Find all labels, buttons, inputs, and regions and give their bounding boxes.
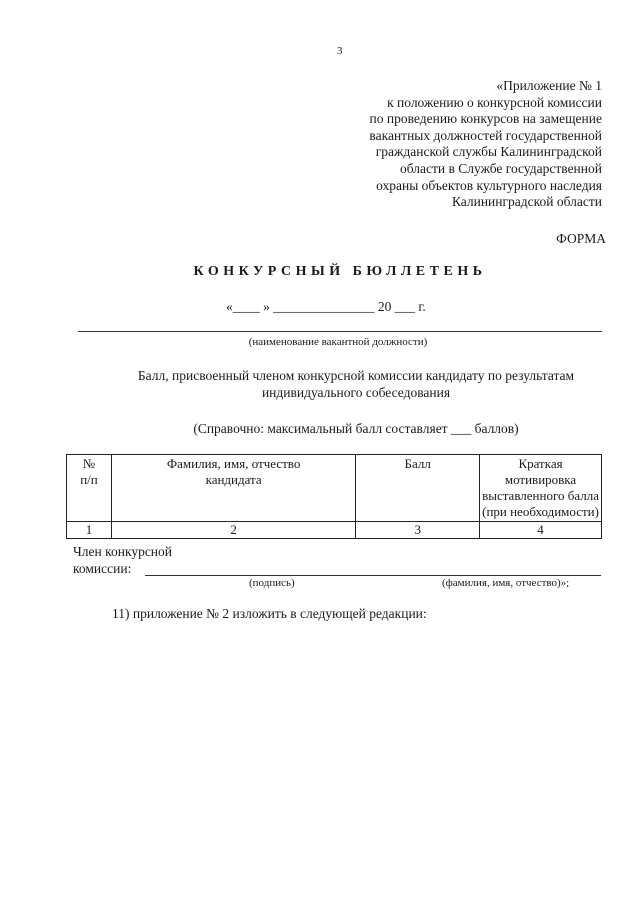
appendix-line: по проведению конкурсов на замещение [369,111,602,127]
table-row [67,522,602,539]
ballot-table [66,454,602,539]
score-line: индивидуального собеседования [261,385,451,400]
score-line: Балл, присвоенный членом конкурсной комиссии кандидату по результатам [137,368,575,383]
header-number: № п/п [67,455,112,522]
column-number-cell: 2 [111,522,355,539]
commission-member-label: Член конкурсной комиссии: [73,544,173,576]
header-motivation: Краткая мотивировка выставленного балла (при необходимости) [480,455,602,522]
position-fill-line [78,331,602,332]
appendix-header [320,78,602,211]
appendix-line: охраны объектов культурного наследия [376,177,602,193]
appendix-line: области в Службе государственной [400,160,602,176]
appendix-line: к положению о конкурсной комиссии [387,94,602,110]
appendix-line: «Приложение № 1 [496,78,602,93]
header-score: Балл [356,455,480,522]
column-number-cell: 1 [67,522,112,539]
header-full-name: Фамилия, имя, отчество кандидата [111,455,355,522]
form-label: ФОРМА [556,231,606,246]
document-title: КОНКУРСНЫЙ БЮЛЛЕТЕНЬ [193,264,487,279]
page-number: 3 [337,45,343,57]
full-name-caption: (фамилия, имя, отчество)»; [442,577,570,589]
position-caption: (наименование вакантной должности) [248,336,428,348]
appendix-line: гражданской службы Калининградской [375,144,602,160]
signature-caption: (подпись) [249,577,295,589]
reference-note: (Справочно: максимальный балл составляет ___ баллов) [193,421,519,436]
column-number-cell: 4 [480,522,602,539]
column-number-cell: 3 [356,522,480,539]
date-line: «____ » _______________ 20 ___ г. [226,299,426,314]
amendment-item-11: 11) приложение № 2 изложить в следующей редакции: [112,606,427,621]
signature-fill-line [145,575,601,576]
appendix-line: Калининградской области [451,194,602,210]
appendix-line: вакантных должностей государственной [369,127,602,143]
table-header-row [67,455,602,522]
score-description [60,367,640,401]
